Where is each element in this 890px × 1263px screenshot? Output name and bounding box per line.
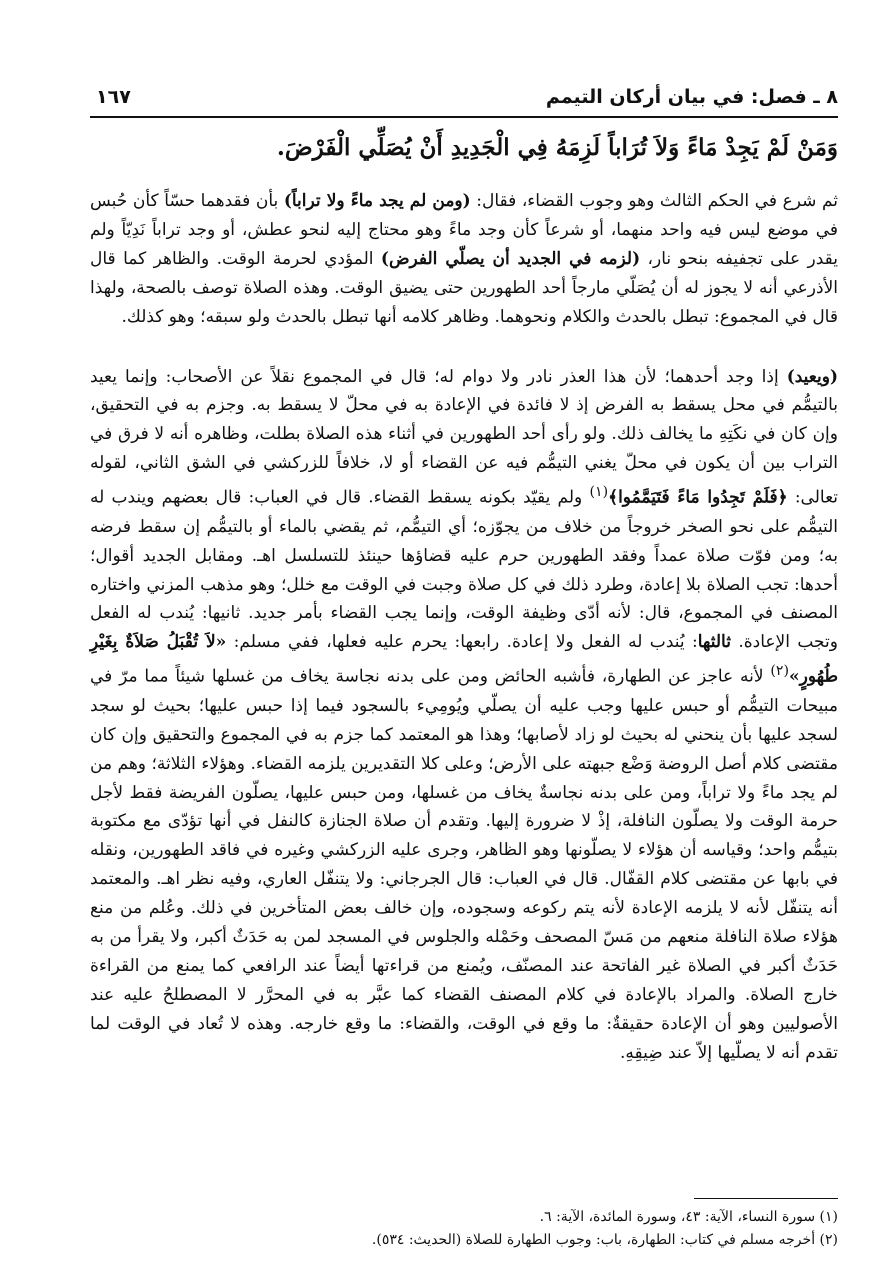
- text-run: : يُندب له الفعل ولا إعادة. رابعها: يحرم عليه فعلها، ففي مسلم:: [226, 632, 698, 653]
- footnote-ref[interactable]: (٢): [770, 663, 790, 680]
- header-divider: [90, 116, 838, 118]
- quoted-matn: ثالثها: [697, 632, 731, 653]
- quoted-matn: (ويعيد): [786, 366, 838, 387]
- text-run: المؤدي لحرمة الوقت. والظاهر كما قال الأذرعي أنه لا يجوز له أن يُصَلّي مارجاً أحد الطهورين حتى يضيق الوقت. وهذه الصلاة توصف بالصحة، ولهذا قال في المجموع: تبطل بالحدث والكلام ونحوهما. وظاهر كلامه أنها تبطل بالحدث ولو سبقه؛ وهو كذلك.: [90, 248, 838, 327]
- footnote-1: (١) سورة النساء، الآية: ٤٣، وسورة المائدة، الآية: ٦.: [539, 1209, 838, 1225]
- commentary-body: [90, 187, 838, 1068]
- footnote-2: (٢) أخرجه مسلم في كتاب: الطهارة، باب: وجوب الطهارة للصلاة (الحديث: ٥٣٤).: [371, 1232, 838, 1248]
- text-run: ولم يقيّد بكونه يسقط القضاء. قال في العباب: قال بعضهم ويندب له التيمُّم على نحو الصخر خروجاً من خلاف من يجوّزه؛ أي التيمُّم، ثم يقضي بالماء أو بالتيمُّم إن سقط فرضه به؛ ومن فوّت صلاة عمداً وفقد الطهورين حرم عليه قضاؤها حينئذ للتسلسل اهـ. ومقابل الجديد أقوال؛ أحدها: تجب الصلاة بلا إعادة، وطرد ذلك في كل صلاة وجبت في الوقت مع خلل؛ وهو مذهب المزني واختاره المصنف في المجموع، قال: لأنه أدّى وظيفة الوقت، وإنما يجب القضاء بأمر جديد. ثانيها: يُندب له الفعل وتجب الإعادة.: [90, 487, 838, 653]
- text-run: ثم شرع في الحكم الثالث وهو وجوب القضاء، فقال:: [470, 191, 838, 211]
- footnote-divider: [694, 1198, 838, 1199]
- text-run: لأنه عاجز عن الطهارة، فأشبه الحائض ومن على بدنه نجاسة يخاف من غسلها شيئاً مما مرّ في مبيحات التيمُّم أو حبس عليها وجب عليه أن يصلّي ويُومِيء بالسجود فيما إذا حبس عليها؛ بحيث لو سجد لسجد عليها بأن ينحني له بحيث لو زاد لأصابها؛ وهذا هو المعتمد كما جزم به في المجموع والتحقيق وإن كان مقتضى كلام أصل الروضة وَضْع جبهته على الأرض؛ وعلى كلا التقديرين يلزمه القضاء. وهؤلاء الثلاثة؛ وهم من لم يجد ماءً ولا تراباً، ومن على بدنه نجاسةٌ يخاف من غسلها، ومن حبس عليها، يصلّون الفريضة فقط لأجل حرمة الوقت ولا يصلّون النافلة، إذْ لا ضرورة إليها. وتقدم أن صلاة الجنازة كالنفل في أنها تؤدّى مع مكتوبة بتيمُّم واحد؛ وقياسه أن هؤلاء لا يصلّونها وهو الظاهر، وجرى عليه الزركشي وغيره في فاقد الطهورين، ونقله في بابها عن مقتضى كلام القفّال. قال في العباب: قال الجرجاني: ولا يتنفّل العاري، وفيه نظر اهـ. والمعتمد أنه يتنفّل لأنه لا يلزمه الإعادة لأنه يتم ركوعه وسجوده، وإن خالف بعض المتأخرين في ذلك. وعُلم من منع هؤلاء صلاة النافلة منعهم من مَسّ المصحف وحَمْله والجلوس في المسجد لمن به حَدَثٌ أكبر، ولا يقرأ من به حَدَثٌ أكبر في الصلاة غير الفاتحة عند المصنّف، ويُمنع من قراءتها أيضاً عند الرافعي كما يمنع من القراءة خارج الصلاة. والمراد بالإعادة في كلام المصنف القضاء كما عبَّر به في المحرَّر لا المصطلحُ عليه عند الأصوليين وهو أن الإعادة حقيقةٌ: ما وقع في الوقت، والقضاء: ما وقع خارجه. وهذه لا تُعاد في الوقت لما تقدم أنه لا يصلّيها إلاّ عند ضِيقِهِ.: [90, 666, 838, 1063]
- quran-verse: ﴿فَلَمْ تَجِدُوا مَاءً فَتَيَمَّمُوا﴾: [608, 487, 788, 508]
- running-header: [90, 84, 838, 114]
- footnotes: [90, 1206, 838, 1252]
- footnote-ref[interactable]: (١): [589, 484, 609, 501]
- text-run: إذا وجد أحدهما؛ لأن هذا العذر نادر ولا دوام له؛ قال في المجموع نقلاً عن الأصحاب: وإنما يعيد بالتيمُّم في محل يسقط به الفرض إذ لا فائدة في الإعادة به في محلّ لا يسقط به. وجزم به في التحقيق، وإن كان في نكَتِهِ ما يخالف ذلك. ولو رأى أحد الطهورين في أثناء هذه الصلاة بطلت، وظاهره أنه لا فرق في التراب بين أن يكون في محلّ يغني التيمُّم فيه عن القضاء أو لا، خلافاً للزركشي في الشق الثاني، لقوله تعالى:: [90, 366, 839, 508]
- quoted-matn: (لزمه في الجديد أن يصلّي الفرض): [380, 248, 641, 269]
- chapter-title: ٨ ـ فصل: في بيان أركان التيمم: [545, 86, 838, 108]
- hadith-quote: «لاَ تُقْبَلُ صَلاَةٌ بِغَيْرِ طُهُورٍ»: [90, 632, 838, 687]
- quoted-matn: (ومن لم يجد ماءً ولا تراباً): [283, 191, 471, 211]
- text-run: بأن فقدهما حسّاً كأن حُبس في موضع ليس فيه واحد منهما، أو شرعاً كأن وجد ماءً وهو محتاج إليه لنحو عطش، أو وجد تراباً نَدِيّاً ولم يقدر على تجفيفه بنحو نار،: [90, 191, 838, 269]
- page-number: ١٦٧: [96, 86, 131, 108]
- paragraph-1: [90, 187, 838, 332]
- matn-text: وَمَنْ لَمْ يَجِدْ مَاءً وَلاَ تُرَاباً لَزِمَهُ فِي الْجَدِيدِ أَنْ يُصَلِّي الْفَرْضَ.: [276, 134, 838, 161]
- paragraph-2: [90, 363, 838, 1068]
